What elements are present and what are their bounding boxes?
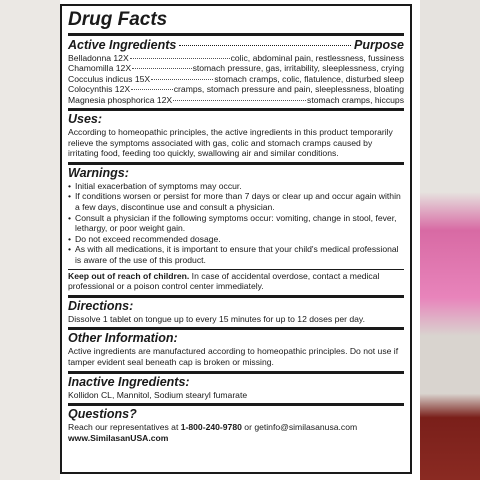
ingredient-row <box>68 84 404 94</box>
warnings-heading: Warnings: <box>68 165 129 180</box>
keep-out-bold: Keep out of reach of children. <box>68 270 190 281</box>
section-divider <box>68 162 404 165</box>
ingredient-name: Cocculus indicus 15X <box>68 73 151 84</box>
leader-dots <box>132 68 192 69</box>
leader-dots <box>130 58 230 59</box>
inactive-text: Kollidon CL, Mannitol, Sodium stearyl fumarate <box>68 389 248 400</box>
other-info-heading: Other Information: <box>68 331 178 346</box>
ingredient-name: Colocynthis 12X <box>68 84 131 95</box>
keep-out-rest: In case of accidental overdose, contact a medical professional or a poison control center immediately. <box>68 270 380 292</box>
warning-item: • Do not exceed recommended dosage. <box>68 234 404 245</box>
ingredient-purpose: stomach pressure, gas, irritability, sleeplessness, crying <box>192 63 404 74</box>
ingredient-purpose: cramps, stomach pressure and pain, sleeplessness, bloating <box>173 84 404 95</box>
leader-dots <box>151 79 213 80</box>
ingredient-row <box>68 95 404 105</box>
section-divider <box>68 108 404 111</box>
ingredient-name: Belladonna 12X <box>68 53 129 63</box>
questions-prefix: Reach our representatives at <box>68 422 181 433</box>
drug-facts-title: Drug Facts <box>68 6 404 36</box>
section-divider <box>68 327 404 330</box>
purpose-heading: Purpose <box>353 38 404 52</box>
questions-email[interactable]: or getinfo@similasanusa.com <box>241 422 358 433</box>
other-info-text: Active ingredients are manufactured according to homeopathic principles. Do not use if tamper evident seal beneath cap is broken or missing. <box>68 346 399 367</box>
ingredient-purpose: stomach cramps, colic, flatulence, disturbed sleep <box>214 73 404 84</box>
ingredient-list <box>68 53 404 105</box>
drug-facts-panel <box>60 4 412 474</box>
active-ingredients-header <box>68 38 404 53</box>
ingredient-name: Magnesia phosphorica 12X <box>68 94 173 105</box>
leader-dots <box>131 89 173 90</box>
uses-heading: Uses: <box>68 112 103 127</box>
ingredient-row <box>68 63 404 73</box>
warning-item: • As with all medications, it is important to ensure that your child's medical professional is aware of the use of this product. <box>68 244 404 265</box>
questions-line <box>68 422 404 433</box>
questions-heading: Questions? <box>68 407 137 422</box>
warnings-list <box>68 181 404 266</box>
ingredient-name: Chamomilla 12X <box>68 63 132 74</box>
background-left <box>0 0 60 480</box>
directions-heading: Directions: <box>68 298 134 313</box>
section-divider <box>68 371 404 374</box>
directions-text: Dissolve 1 tablet on tongue up to every 15 minutes for up to 12 doses per day. <box>68 313 365 324</box>
ingredient-row <box>68 74 404 84</box>
section-divider <box>68 403 404 406</box>
ingredient-row <box>68 53 404 63</box>
uses-text: According to homeopathic principles, the active ingredients in this product temporarily relieve the symptoms associated with gas, colic and stomach cramps caused by irritating food, feeding too quickly, swallowing air and similar conditions. <box>68 127 393 159</box>
section-divider <box>68 269 404 270</box>
header-leader-dots <box>179 45 351 46</box>
inactive-heading: Inactive Ingredients: <box>68 374 190 389</box>
keep-out-notice <box>68 271 404 292</box>
background-right <box>420 0 480 480</box>
section-divider <box>68 295 404 298</box>
phone-number[interactable]: 1-800-240-9780 <box>180 422 242 433</box>
warning-item: • If conditions worsen or persist for more than 7 days or clear up and occur again within a few days, discontinue use and consult a physician. <box>68 191 404 212</box>
warning-item: • Consult a physician if the following symptoms occur: vomiting, change in stool, fever, lethargy, or poor weight gain. <box>68 213 404 234</box>
active-ingredients-heading: Active Ingredients <box>68 38 177 52</box>
warning-item: • Initial exacerbation of symptoms may occur. <box>68 181 404 192</box>
ingredient-purpose: stomach cramps, hiccups <box>307 94 404 105</box>
leader-dots <box>173 100 306 101</box>
website-link[interactable]: www.SimilasanUSA.com <box>68 432 169 443</box>
ingredient-purpose: colic, abdominal pain, restlessness, fussiness <box>230 53 404 63</box>
